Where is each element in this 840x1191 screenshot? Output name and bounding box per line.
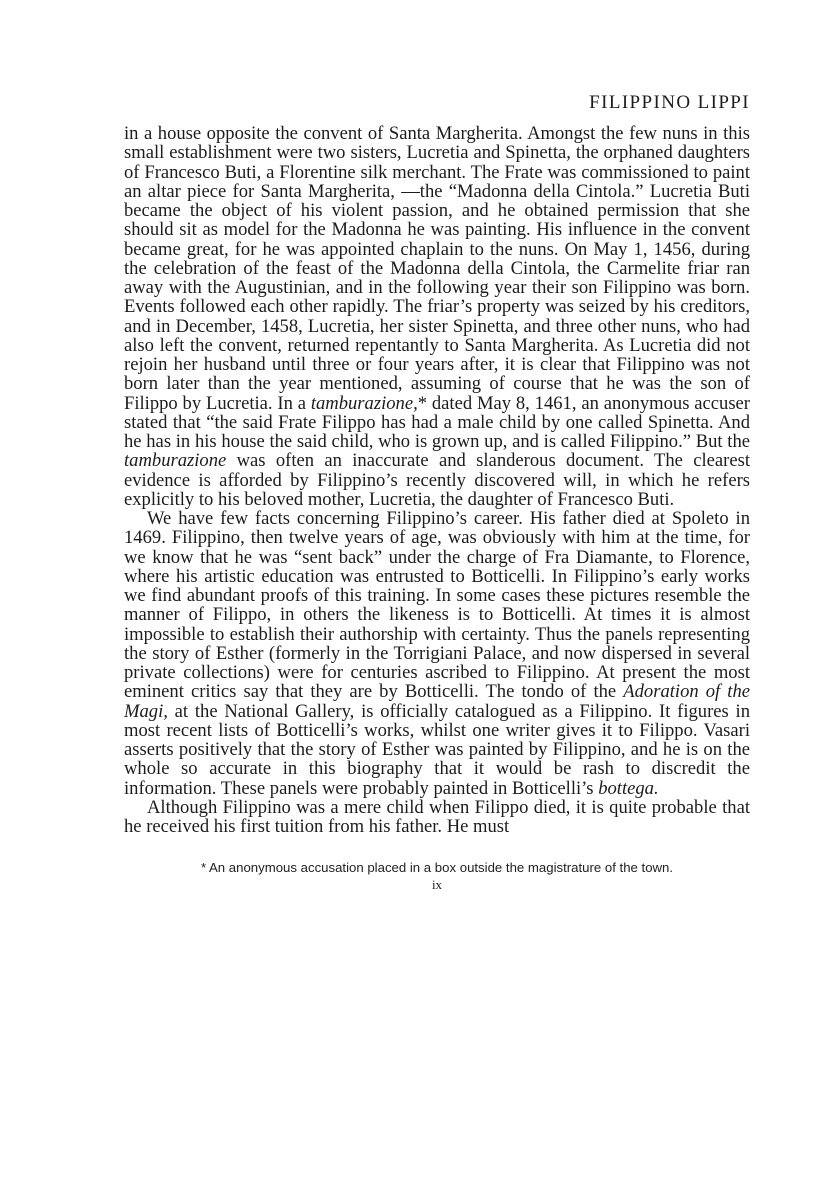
text-run: * dated May 8, 1461, an anonymous accuser stated that “the said Frate Filippo has had a male child by one called Spinetta. And he has in his house the said child, who is grown up, and is called Filippino.” But the: [124, 392, 750, 452]
text-run: was often an inaccurate and slanderous document. The clearest evidence is afforded by Filippino’s recently discovered will, in which he refers explicitly to his beloved mother, Lucretia, the daughter of Francesco Buti.: [124, 450, 750, 510]
page-number: ix: [431, 877, 443, 893]
italic-text: Adoration of the Magi,: [124, 681, 750, 722]
body-text: [124, 124, 750, 836]
running-head: FILIPPINO LIPPI: [589, 92, 750, 113]
paragraph: [124, 124, 750, 509]
italic-text: tamburazione: [124, 450, 227, 472]
text-run: at the National Gallery, is officially catalogued as a Filippino. It figures in most recent lists of Botticelli’s works, whilst one writer gives it to Filippo. Vasari asserts positively that the story of Esther was painted by Filippino, and he is on the whole so accurate in this biography that it would be rash to discredit the information. These panels were probably painted in Botticelli’s: [124, 700, 750, 799]
paragraph: [124, 798, 750, 837]
italic-text: bottega.: [598, 777, 659, 799]
text-run: Although Filippino was a mere child when Filippo died, it is quite probable that he received his first tuition from his father. He must: [124, 796, 750, 837]
text-run: in a house opposite the convent of Santa Margherita. Amongst the few nuns in this small establishment were two sisters, Lucretia and Spinetta, the orphaned daughters of Francesco Buti, a Florentine silk merchant. The Frate was commissioned to paint an altar piece for Santa Margherita, —the “Madonna della Cintola.” Lucretia Buti became the object of his violent passion, and he obtained permission that she should sit as model for the Madonna he was painting. His influence in the convent became great, for he was appointed chaplain to the nuns. On May 1, 1456, during the celebration of the feast of the Madonna della Cintola, the Carmelite friar ran away with the Augustinian, and in the following year their son Filippino was born. Events followed each other rapidly. The friar’s property was seized by his creditors, and in December, 1458, Lucretia, her sister Spinetta, and three other nuns, who had also left the convent, returned repentantly to Santa Margherita. As Lucretia did not rejoin her husband until three or four years after, it is clear that Filippino was not born later than the year mentioned, assuming of course that he was the son of Filippo by Lucretia. In a: [124, 123, 750, 414]
text-run: We have few facts concerning Filippino’s career. His father died at Spoleto in 1469. Filippino, then twelve years of age, was obviously with him at the time, for we know that he was “sent back” under the charge of Fra Diamante, to Florence, where his artistic education was entrusted to Botticelli. In Filippino’s early works we find abundant proofs of this training. In some cases these pictures resemble the manner of Filippo, in others the likeness is to Botticelli. At times it is almost impossible to establish their authorship with certainty. Thus the panels representing the story of Esther (formerly in the Torrigiani Palace, and now dispersed in several private collections) were for centuries ascribed to Filippino. At present the most eminent critics say that they are by Botticelli. The tondo of the: [124, 508, 750, 703]
paragraph: [124, 509, 750, 798]
footnote: * An anonymous accusation placed in a box outside the magistrature of the town.: [200, 860, 674, 876]
italic-text: tamburazione,: [310, 392, 418, 414]
book-page: [124, 92, 750, 892]
